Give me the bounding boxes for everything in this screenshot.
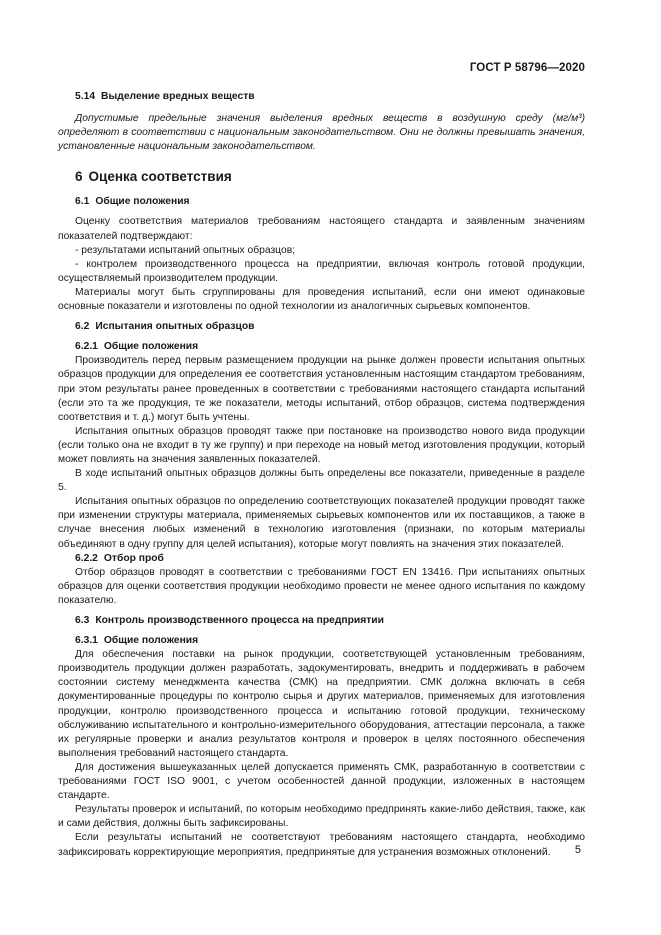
paragraph: Материалы могут быть сгруппированы для проведения испытаний, если они имеют одинаковые основные показатели и изготовлены по одной технологии из аналогичных сырьевых компонентов. xyxy=(58,286,585,313)
section-6-heading xyxy=(58,168,585,185)
paragraph: Для обеспечения поставки на рынок продукции, соответствующей установленным требованиям, производитель продукции должен разработать, задокументировать, внедрить и поддерживать в рабочем состоянии систему менеджмента качества (СМК) на предприятии. СМК должна включать в себя документированные процедуры по контролю сырья и других материалов, применяемых для изготовления продукции, контролю производственного процесса и испытанию готовой продукции, техническому обслуживанию испытательного и контрольно-измерительного оборудования, аттестации персонала, а также их регулярные проверки и анализ результатов контроля и проверок в целях постоянного обеспечения выполнения требований настоящего стандарта. xyxy=(58,649,585,759)
section-number: 5.14 xyxy=(75,91,96,102)
section-title: Общие положения xyxy=(95,196,190,208)
paragraph: В ходе испытаний опытных образцов должны быть определены все показатели, приведенные в разделе 5. xyxy=(58,468,585,494)
paragraph: Оценку соответствия материалов требованиям настоящего стандарта и заявленным значениям показателей подтверждают: xyxy=(58,216,585,242)
section-title: Контроль производственного процесса на предприятии xyxy=(95,615,384,626)
section-6-3-heading xyxy=(58,614,585,628)
list-item: - контролем производственного процесса на предприятии, включая контроль готовой продукции, осуществляемый производителем продукции. xyxy=(58,258,585,284)
subsection-6-3-1-heading xyxy=(58,634,585,648)
paragraph: Испытания опытных образцов проводят также при постановке на производство нового вида продукции (если только она не входит в ту же группу) и при переходе на новый метод изготовления продукции, который может повлиять на значения заявленных показателей. xyxy=(58,425,585,465)
section-title: Отбор проб xyxy=(103,552,164,564)
section-number: 6.3.1 xyxy=(75,635,98,647)
paragraph: Для достижения вышеуказанных целей допускается применять СМК, разработанную в соответствии с требованиями ГОСТ ISO 9001, с учетом особенностей данной продукции, изложенных в настоящем стандарте. xyxy=(58,761,585,802)
section-number: 6 xyxy=(75,169,83,185)
document-body xyxy=(58,90,585,860)
document-id: ГОСТ Р 58796—2020 xyxy=(469,62,585,74)
section-number: 6.1 xyxy=(75,196,90,208)
subsection-6-2-2-heading xyxy=(58,552,585,566)
section-number: 6.2.1 xyxy=(75,341,98,353)
section-number: 6.3 xyxy=(75,615,90,626)
section-title: Общие положения xyxy=(103,341,199,353)
page-number: 5 xyxy=(574,844,581,856)
list-item: - результатами испытаний опытных образцов; xyxy=(75,244,296,256)
paragraph: Если результаты испытаний не соответствуют требованиям настоящего стандарта, необходимо зафиксировать корректирующие мероприятия, предпринятые для устранения возможных отклонений. xyxy=(58,832,585,858)
paragraph: Производитель перед первым размещением продукции на рынке должен провести испытания опытных образцов продукции для определения ее соответствия установленным настоящим стандартом требованиям, при этом результаты ранее проведенных в соответствии с требованиями настоящего стандарта испытаний (если это та же продукция, те же показатели, методы испытаний, отбор образцов, система подтверждения соответствия и т. д.) могут быть учтены. xyxy=(58,355,585,423)
section-5-14-text: Допустимые предельные значения выделения вредных веществ в воздушную среду (мг/м³) определяют в соответствии с национальным законодательством. Они не должны превышать значения, установленные национальным законодательством. xyxy=(58,113,585,153)
section-6-2-heading xyxy=(58,320,585,334)
section-title: Общие положения xyxy=(103,635,199,647)
paragraph: Испытания опытных образцов по определению соответствующих показателей продукции проводят также при изменении структуры материала, применяемых сырьевых компонентов или их поставщиков, а также в случае внесения любых изменений в технологию изготовления (признаки, по которым материалы объединяют в одну группу для целей испытания), которые могут повлиять на значения этих показателей. xyxy=(58,496,585,550)
section-title: Испытания опытных образцов xyxy=(95,321,255,333)
paragraph: Результаты проверок и испытаний, по которым необходимо предпринять какие-либо действия, также, как и сами действия, должны быть зафиксированы. xyxy=(58,804,585,830)
subsection-6-2-1-heading xyxy=(58,340,585,354)
section-title: Выделение вредных веществ xyxy=(101,91,255,102)
section-6-1-heading xyxy=(58,195,585,209)
section-5-14-heading xyxy=(58,90,585,104)
section-title: Оценка соответствия xyxy=(88,169,232,185)
section-number: 6.2.2 xyxy=(75,552,98,564)
section-number: 6.2 xyxy=(75,321,90,333)
paragraph: Отбор образцов проводят в соответствии с требованиями ГОСТ EN 13416. При испытаниях опытных образцов для оценки соответствия продукции необходимо провести не менее одного испытания по каждому показателю. xyxy=(58,566,585,606)
